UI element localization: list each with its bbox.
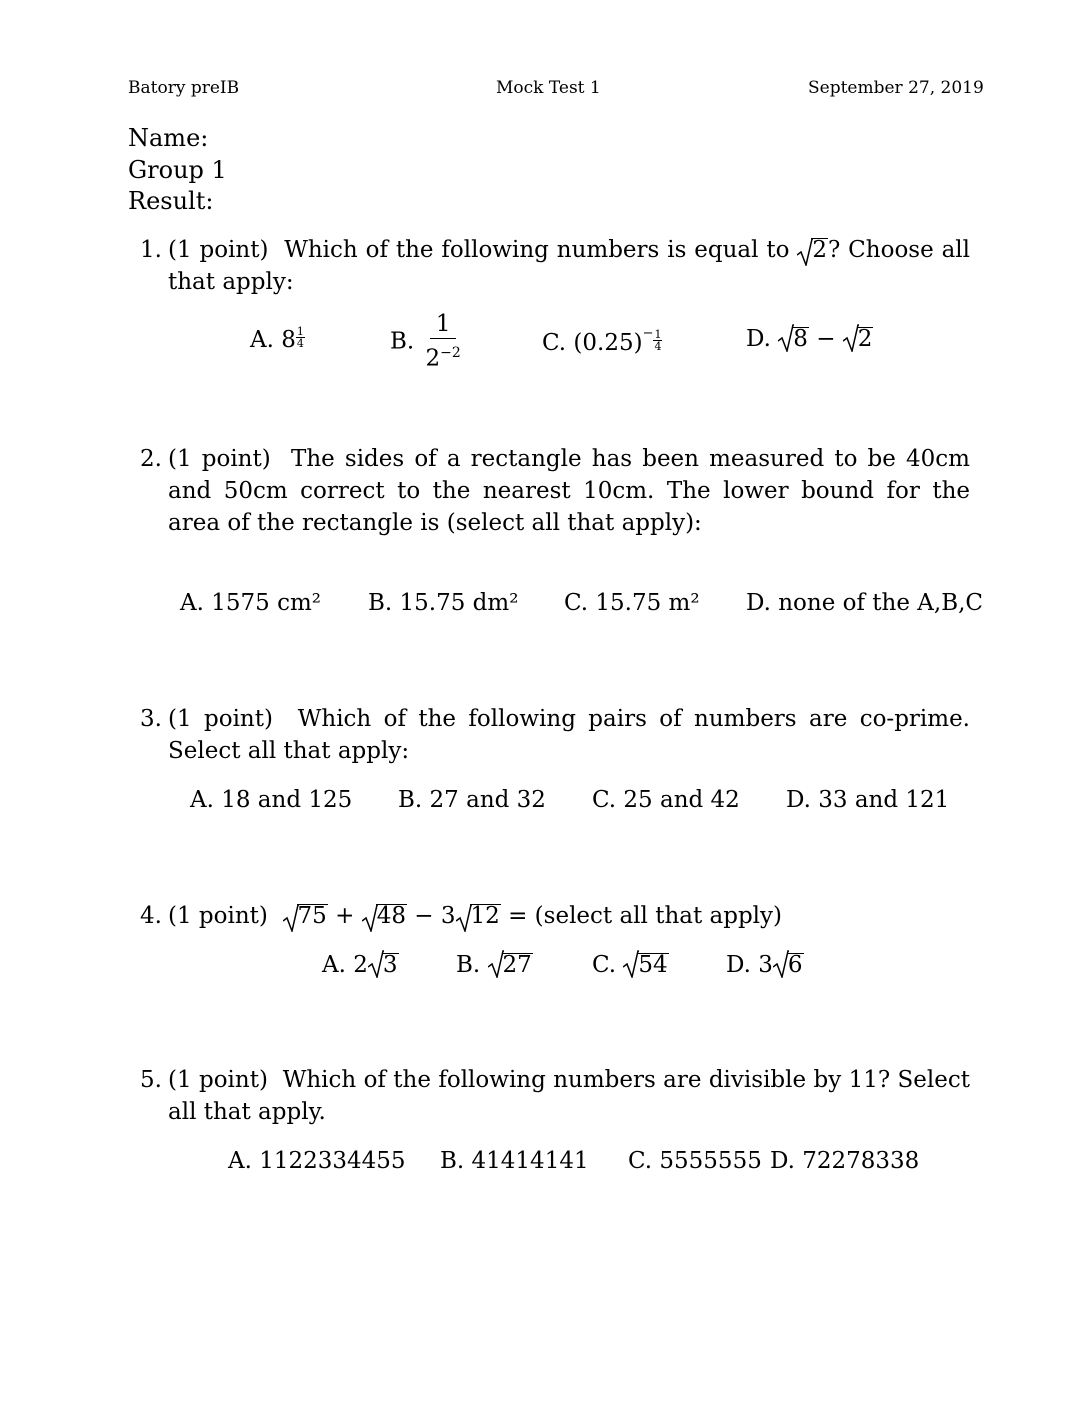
- option-d[interactable]: D. 8 − 2: [746, 326, 873, 352]
- option-b[interactable]: B. 27 and 32: [398, 787, 546, 813]
- question-text: (1 point) Which of the following numbers are divisible by 11? Select all that apply.: [168, 1067, 971, 1125]
- option-d[interactable]: D. none of the A,B,C: [746, 590, 984, 616]
- radical-sign-icon: [797, 238, 813, 266]
- option-a[interactable]: A. 1575 cm²: [180, 590, 321, 616]
- question-points: (1 point): [168, 446, 271, 472]
- question-points: (1 point): [168, 237, 269, 263]
- question-2: [140, 443, 970, 539]
- sqrt-expression: 2: [797, 234, 828, 266]
- radical-sign-icon: [843, 324, 859, 352]
- option-c[interactable]: C. 15.75 m²: [564, 590, 700, 616]
- option-c[interactable]: C. 5555555: [628, 1148, 762, 1174]
- question-number: 3.: [140, 706, 162, 732]
- exponent-fraction: $\frac{1}{4}$: [296, 325, 304, 350]
- radical-sign-icon: [778, 324, 794, 352]
- radical-sign-icon: [362, 904, 378, 932]
- result-label: Result:: [128, 187, 214, 215]
- option-a[interactable]: A. 18 and 125: [190, 787, 353, 813]
- question-4-options: [0, 952, 1088, 986]
- sqrt-expression: 27: [488, 952, 533, 978]
- fraction: $\frac{1}{2^{-2}}$: [425, 311, 461, 372]
- radical-sign-icon: [283, 904, 299, 932]
- question-2-options: [0, 590, 1088, 624]
- question-5-options: [0, 1148, 1088, 1182]
- header-test-title: Mock Test 1: [496, 78, 601, 98]
- radical-sign-icon: [456, 904, 472, 932]
- option-b[interactable]: B. 41414141: [440, 1148, 589, 1174]
- question-points: (1 point): [168, 1067, 268, 1093]
- option-d[interactable]: D. 3 6: [726, 952, 803, 978]
- question-1: [140, 234, 970, 298]
- question-text: (1 point) Which of the following pairs of numbers are co-prime. Select all that apply:: [168, 706, 970, 764]
- option-c[interactable]: C. 54: [592, 952, 668, 978]
- sqrt-expression: 54: [623, 952, 668, 978]
- option-b[interactable]: B. 27: [456, 952, 532, 978]
- question-text: (1 point) The sides of a rectangle has been measured to be 40cm and 50cm correct to the nearest 10cm. The lower bound for the area of the rectangle is (select all that apply):: [168, 446, 970, 536]
- question-points: (1 point): [168, 903, 268, 929]
- question-number: 5.: [140, 1067, 162, 1093]
- question-1-options: [0, 311, 1088, 372]
- question-3-options: [0, 787, 1088, 821]
- option-c[interactable]: C. (0.25)− $\frac{1}{4}$: [542, 326, 662, 356]
- question-points: (1 point): [168, 706, 273, 732]
- question-number: 2.: [140, 446, 162, 472]
- option-a[interactable]: A. 2 3: [322, 952, 398, 978]
- option-d[interactable]: D. 72278338: [770, 1148, 920, 1174]
- name-label: Name:: [128, 124, 209, 152]
- radical-sign-icon: [773, 950, 789, 978]
- sqrt-expression: 48: [362, 900, 407, 932]
- sqrt-expression: 3: [368, 952, 399, 978]
- question-text-after: ? Choose all that apply:: [168, 237, 971, 295]
- question-3: [140, 703, 970, 767]
- option-b[interactable]: B. 15.75 dm²: [368, 590, 519, 616]
- header-school: Batory preIB: [128, 78, 240, 98]
- question-number: 1.: [140, 237, 162, 263]
- question-text: [168, 234, 970, 298]
- question-number: 4.: [140, 903, 162, 929]
- sqrt-expression: 75: [283, 900, 328, 932]
- sqrt-expression: 12: [456, 900, 501, 932]
- question-5: [140, 1064, 970, 1128]
- radical-sign-icon: [368, 950, 384, 978]
- header-date: September 27, 2019: [808, 78, 984, 98]
- question-text-before: Which of the following numbers is equal to: [284, 237, 790, 263]
- sqrt-expression: 8: [778, 326, 809, 352]
- radical-sign-icon: [488, 950, 504, 978]
- sqrt-expression: 2: [843, 326, 874, 352]
- option-c[interactable]: C. 25 and 42: [592, 787, 740, 813]
- sqrt-expression: 6: [773, 952, 804, 978]
- option-b[interactable]: B. $\frac{1}{2^{-2}}$: [390, 311, 461, 372]
- exponent-fraction: $\frac{1}{4}$: [654, 328, 662, 353]
- question-4: [140, 900, 970, 932]
- radical-sign-icon: [623, 950, 639, 978]
- option-a[interactable]: A. 1122334455: [228, 1148, 406, 1174]
- option-d[interactable]: D. 33 and 121: [786, 787, 950, 813]
- question-text: (1 point) 75 + 48 − 3 12 = (select all that apply): [168, 900, 970, 932]
- option-a[interactable]: A. 8 $\frac{1}{4}$: [250, 325, 304, 353]
- group-label: Group 1: [128, 156, 227, 184]
